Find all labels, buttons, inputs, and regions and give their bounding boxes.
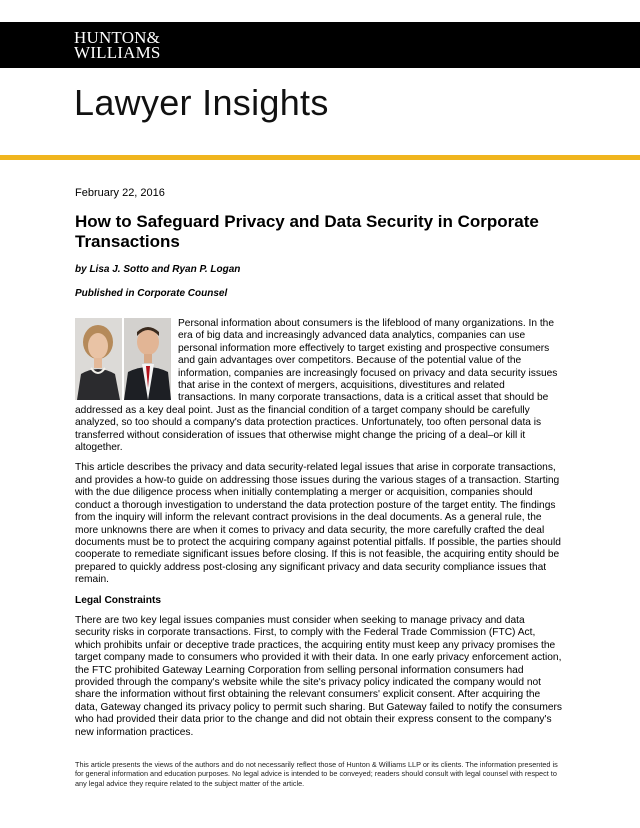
accent-divider [0,155,640,160]
publication-source: Published in Corporate Counsel [75,288,228,299]
publication-title: Lawyer Insights [74,82,329,123]
header-bar [0,22,640,68]
footer-disclaimer: This article presents the views of the authors and do not necessarily reflect those of Hunton & Williams LLP or its clients. The information presented is for general information and education purposes. No legal advice is intended to be conveyed; readers should consult with legal counsel with respect to any legal advice they require related to the subject matter of the article. [75,760,558,788]
body-paragraph: There are two key legal issues companies must consider when seeking to manage privacy and data security risks in corporate transactions. First, to comply with the Federal Trade Commission (FTC) Act, which prohibits unfair or deceptive trade practices, the acquiring entity must keep any privacy promises the target company made to consumers who provided it with their data. In one early privacy enforcement action, the FTC prohibited Gateway Learning Corporation from selling personal information consumers had provided through the company's website while the site's privacy policy indicated the company would not share the information without first obtaining the relevant consumers' explicit consent. After acquiring the data, Gateway changed its privacy policy to permit such sharing. But Gateway failed to notify the consumers who had provided their data prior to the change and did not obtain their express consent to the company's new information practices. [75,614,562,738]
body-paragraph: Personal information about consumers is the lifeblood of many organizations. In the era of big data and increasingly advanced data analytics, companies can use personal information more effectively to target existing and prospective consumers and gain advantages over competitors. Because of the potential value of the information, companies are increasingly focused on privacy and data security issues that arise in the context of mergers, acquisitions, divestitures and related transactions. In many corporate transactions, data is a critical asset that should be addressed as a key deal point. Just as the financial condition of a target company should be carefully analyzed, so too should a company's data protection practices. Unfortunately, too often personal data is transferred without consideration of issues that otherwise might change the pricing of a deal–or kill it altogether. [75,318,558,454]
logo-line-2: WILLIAMS [74,43,161,62]
author-photos [75,318,172,400]
article-body [75,318,562,747]
article-title: How to Safeguard Privacy and Data Security in Corporate Transactions [75,212,539,251]
section-heading: Legal Constraints [75,594,162,606]
firm-logo [74,30,161,60]
logo-line-1: HUNTON& [74,28,161,47]
article-authors: by Lisa J. Sotto and Ryan P. Logan [75,264,241,275]
body-paragraph: This article describes the privacy and data security-related legal issues that arise in corporate transactions, and provides a how-to guide on addressing those issues during the various stages of a transaction. Starting with the due diligence process when initially contemplating a merger or acquisition, companies should conduct a thorough investigation to understand the data protection posture of the target entity. The findings from the inquiry will inform the relevant contract provisions in the deal documents. As a general rule, the more unknowns there are when it comes to privacy and data security, the more carefully crafted the deal documents must be to protect the acquiring company against potential pitfalls. If possible, the parties should cooperate to remediate significant issues before closing. If this is not feasible, the acquiring entity should be prepared to quickly address post-closing any significant privacy and data security compliance issues that remain. [75,462,561,586]
article-date: February 22, 2016 [75,187,165,199]
author-photo-logan [124,318,171,400]
author-photo-sotto [75,318,122,400]
